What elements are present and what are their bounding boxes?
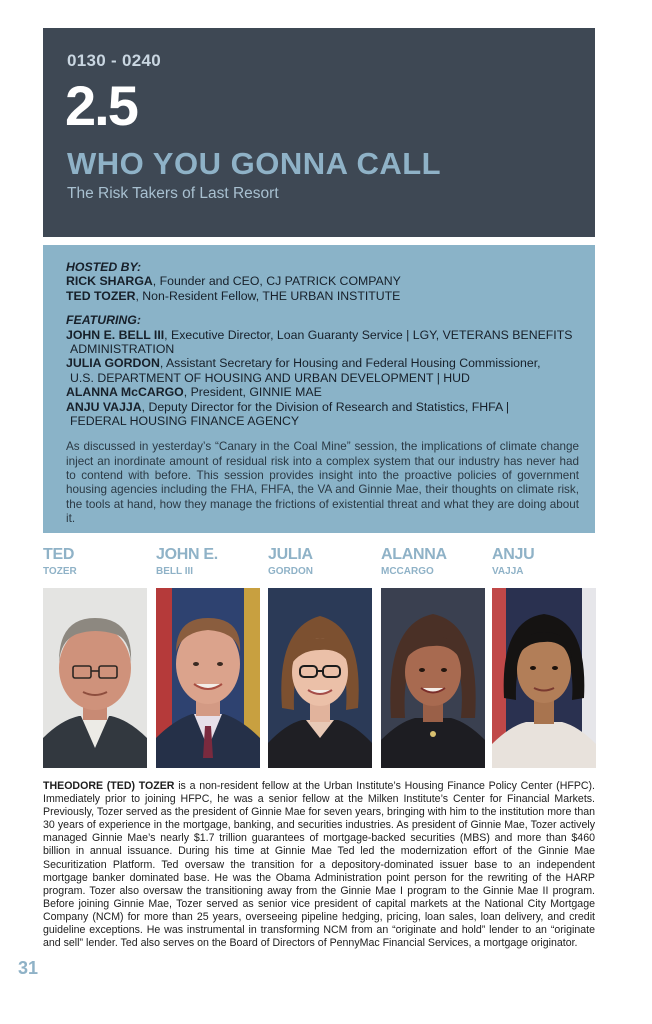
featuring-label: FEATURING: xyxy=(66,313,141,328)
session-time: 0130 - 0240 xyxy=(67,51,162,70)
panelist-line xyxy=(66,385,579,399)
host-name: RICK SHARGA xyxy=(66,274,153,289)
panelist-name: ANJU VAJJA xyxy=(66,399,142,414)
speaker-card xyxy=(381,546,485,578)
panelist-name: JOHN E. BELL III xyxy=(66,327,165,342)
bio-text: is a non-resident fellow at the Urban Institute’s Housing Finance Policy Center (HFPC). Immediately prior to joining HFPC, he was a senior fellow at the Milken Institute’s Center for Financial Markets. Previously, Tozer served as the president of Ginnie Mae for seven years, bringing with him to the institution more than 30 years of experience in the mortgage, banking, and securities industries. As president of Ginnie Mae, Tozer actively managed Ginnie Mae’s nearly $1.7 trillion guarantees of mortgage-backed securities (MBS) and more than $460 billion in annual issuance. During his time at Ginnie Mae Ted led the modernization effort of the Ginnie Mae Securitization Platform. Ted oversaw the transition for a depository-dominated issuer base to an independent mortgage banker dominated base. He was the Obama Administration point person for the rewriting of the HARP program. Tozer also oversaw the transitioning away from the Ginnie Mae I program to the Ginnie Mae II program. Before joining Ginnie Mae, Tozer served as senior vice president of capital markets at the National City Mortgage Company (NCM) for more than 25 years, overseeing pipeline hedging, pricing, loan sales, loan delivery, and credit guideline exceptions. He was instrumental in transforming NCM from an “originate and hold” lender to an “originate and sell” lender. Ted also serves on the Board of Directors of PennyMac Financial Services, a mortgage originator. xyxy=(43,780,596,950)
panelist-line xyxy=(66,328,579,342)
speaker-bio xyxy=(43,780,595,950)
panelist-role: , Assistant Secretary for Housing and Federal Housing Commissioner, xyxy=(159,356,541,371)
host-name: TED TOZER xyxy=(66,288,136,303)
host-line xyxy=(66,274,579,288)
bio-name: THEODORE (TED) TOZER xyxy=(43,780,175,792)
session-subtitle: The Risk Takers of Last Resort xyxy=(67,185,279,202)
speaker-first-name: TED xyxy=(43,546,75,563)
speaker-first-name: JOHN E. xyxy=(156,546,218,563)
speaker-card xyxy=(43,546,147,578)
speaker-first-name: ALANNA xyxy=(381,546,447,563)
session-number: 2.5 xyxy=(65,74,137,137)
host-role: , Non-Resident Fellow, THE URBAN INSTITUTE xyxy=(135,288,401,303)
speaker-card xyxy=(268,546,372,578)
panelist-role: , Deputy Director for the Division of Research and Statistics, FHFA | xyxy=(141,399,510,414)
session-description: As discussed in yesterday’s “Canary in the Coal Mine” session, the implications of climate change inject an inordinate amount of residual risk into a complex system that our industry has never had to contend with before. This session provides insight into the proactive policies of government housing agencies including the FHA, FHFA, the VA and Ginnie Mae, their thoughts on climate risk, the tools at hand, how they manage the frictions of existential threat and what they are doing about it. xyxy=(66,440,579,525)
panelist-role: , President, GINNIE MAE xyxy=(183,385,322,400)
speaker-last-name: BELL III xyxy=(156,566,194,577)
host-role: , Founder and CEO, CJ PATRICK COMPANY xyxy=(152,274,401,289)
session-header xyxy=(43,28,595,237)
speaker-last-name: GORDON xyxy=(268,566,313,577)
speaker-first-name: ANJU xyxy=(492,546,535,563)
speaker-first-name: JULIA xyxy=(268,546,313,563)
speaker-photo-vajja xyxy=(492,588,596,768)
panelist-role-cont: FEDERAL HOUSING FINANCE AGENCY xyxy=(70,414,300,429)
session-title: WHO YOU GONNA CALL xyxy=(67,146,442,181)
panelist-role-cont: ADMINISTRATION xyxy=(70,342,175,357)
panelist-line xyxy=(66,356,579,370)
speaker-photo-tozer xyxy=(43,588,147,768)
speaker-photo-bell xyxy=(156,588,260,768)
panelist-name: JULIA GORDON xyxy=(66,356,160,371)
speaker-last-name: VAJJA xyxy=(492,566,524,577)
panelist-role: , Executive Director, Loan Guaranty Service | LGY, VETERANS BENEFITS xyxy=(164,327,573,342)
speaker-last-name: MCCARGO xyxy=(381,566,434,577)
panelist-role-cont: U.S. DEPARTMENT OF HOUSING AND URBAN DEVELOPMENT | HUD xyxy=(70,370,470,385)
hosted-by-label: HOSTED BY: xyxy=(66,260,142,274)
speaker-photo-gordon xyxy=(268,588,372,768)
speaker-card xyxy=(156,546,260,578)
host-line xyxy=(66,289,579,303)
speaker-card xyxy=(492,546,596,578)
page-number: 31 xyxy=(18,958,39,978)
speaker-last-name: TOZER xyxy=(43,566,77,577)
panelist-name: ALANNA McCARGO xyxy=(66,385,184,400)
speaker-photo-mccargo xyxy=(381,588,485,768)
session-info-panel xyxy=(43,245,595,533)
panelist-line xyxy=(66,400,579,414)
